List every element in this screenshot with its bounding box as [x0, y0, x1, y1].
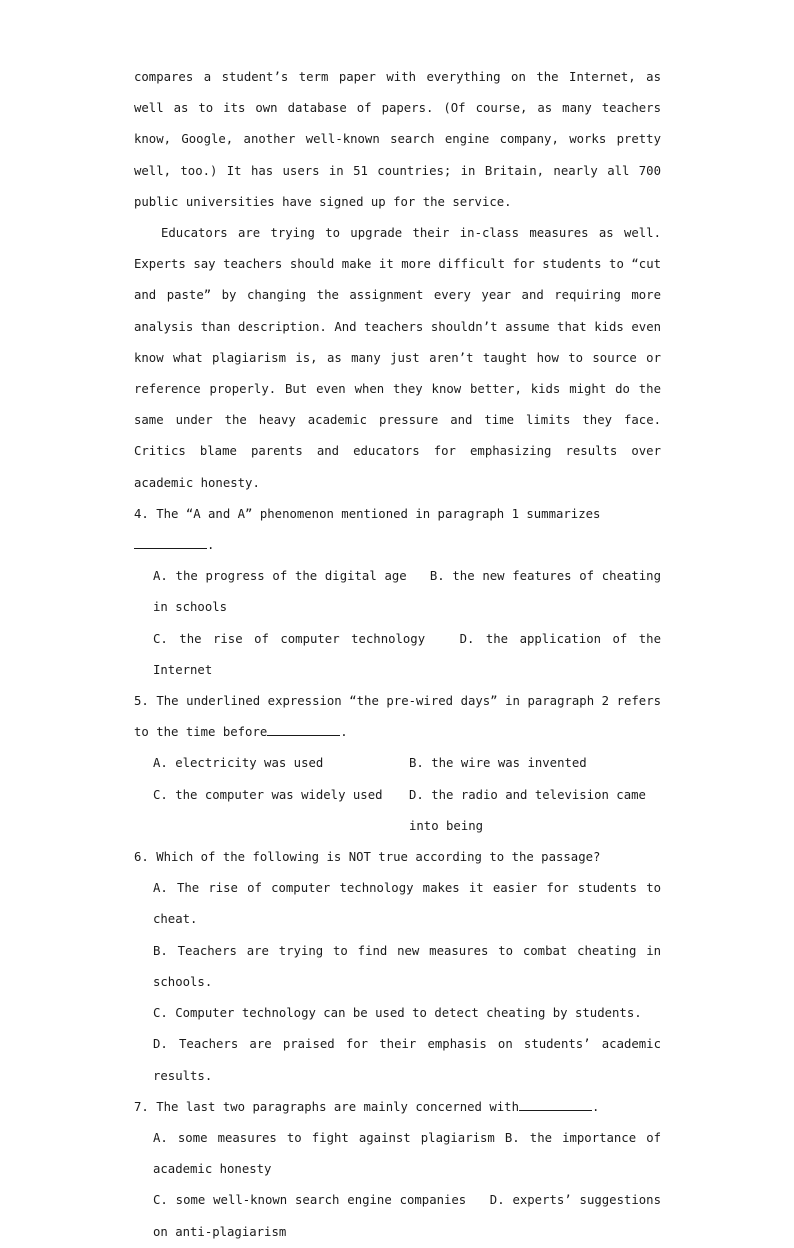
passage-paragraph-1: compares a student’s term paper with everything on the Internet, as well as to its own database of papers. (Of course, as many teachers know, Google, another well-known search engine company, works pretty well, too.) It has users in 51 countries; in Britain, nearly all 700 public universities have signed up for the service. [134, 70, 661, 209]
option-b: B. Teachers are trying to find new measures to combat cheating in schools. [153, 943, 661, 989]
option-row [134, 624, 661, 686]
option-row [134, 748, 661, 779]
option-a: A. some measures to fight against plagiarism [153, 1130, 495, 1145]
document-page [134, 62, 661, 1248]
option-d: D. the application of the Internet [153, 631, 661, 677]
option-row [134, 1123, 661, 1185]
option-b: B. the wire was invented [409, 756, 587, 771]
option-d: D. the radio and television came into being [409, 787, 646, 833]
option-row [134, 561, 661, 623]
option-b: B. the importance of academic honesty [153, 1130, 662, 1177]
question-5 [134, 686, 661, 842]
question-4 [134, 499, 661, 686]
option-b: B. the new features of cheating in schools [153, 569, 661, 615]
question-stem: 4. The “A and A” phenomenon mentioned in paragraph 1 summarizes. [134, 506, 601, 553]
option-c: C. the rise of computer technology [153, 631, 426, 646]
answer-blank [267, 721, 340, 736]
option-a: A. The rise of computer technology makes it easier for students to cheat. [153, 881, 661, 927]
question-stem: 7. The last two paragraphs are mainly concerned with . [134, 1092, 661, 1123]
option-c: C. the computer was widely used [153, 787, 383, 802]
option-row [134, 780, 661, 842]
option-a: A. the progress of the digital age [153, 569, 407, 584]
answer-blank [519, 1096, 592, 1111]
answer-blank [134, 534, 207, 549]
option-d: D. experts’ suggestions on anti-plagiarism [153, 1193, 661, 1239]
question-6 [134, 842, 661, 1092]
option-c: C. Computer technology can be used to detect cheating by students. [153, 1006, 642, 1021]
option-row [134, 1185, 661, 1247]
option-c: C. some well-known search engine companies [153, 1193, 467, 1208]
question-stem: 6. Which of the following is NOT true according to the passage? [134, 850, 601, 865]
question-stem: 5. The underlined expression “the pre-wired days” in paragraph 2 refers to the time before . [134, 694, 661, 740]
option-d: D. Teachers are praised for their emphasis on students’ academic results. [153, 1037, 661, 1083]
question-7 [134, 1092, 661, 1248]
passage-paragraph-2: Educators are trying to upgrade their in-class measures as well. Experts say teachers should make it more difficult for students to “cut and paste” by changing the assignment every year and requiring more analysis than description. And teachers shouldn’t assume that kids even know what plagiarism is, as many just aren’t taught how to source or reference properly. But even when they know better, kids might do the same under the heavy academic pressure and time limits they face. Critics blame parents and educators for emphasizing results over academic honesty. [134, 226, 661, 490]
option-a: A. electricity was used [153, 756, 324, 771]
